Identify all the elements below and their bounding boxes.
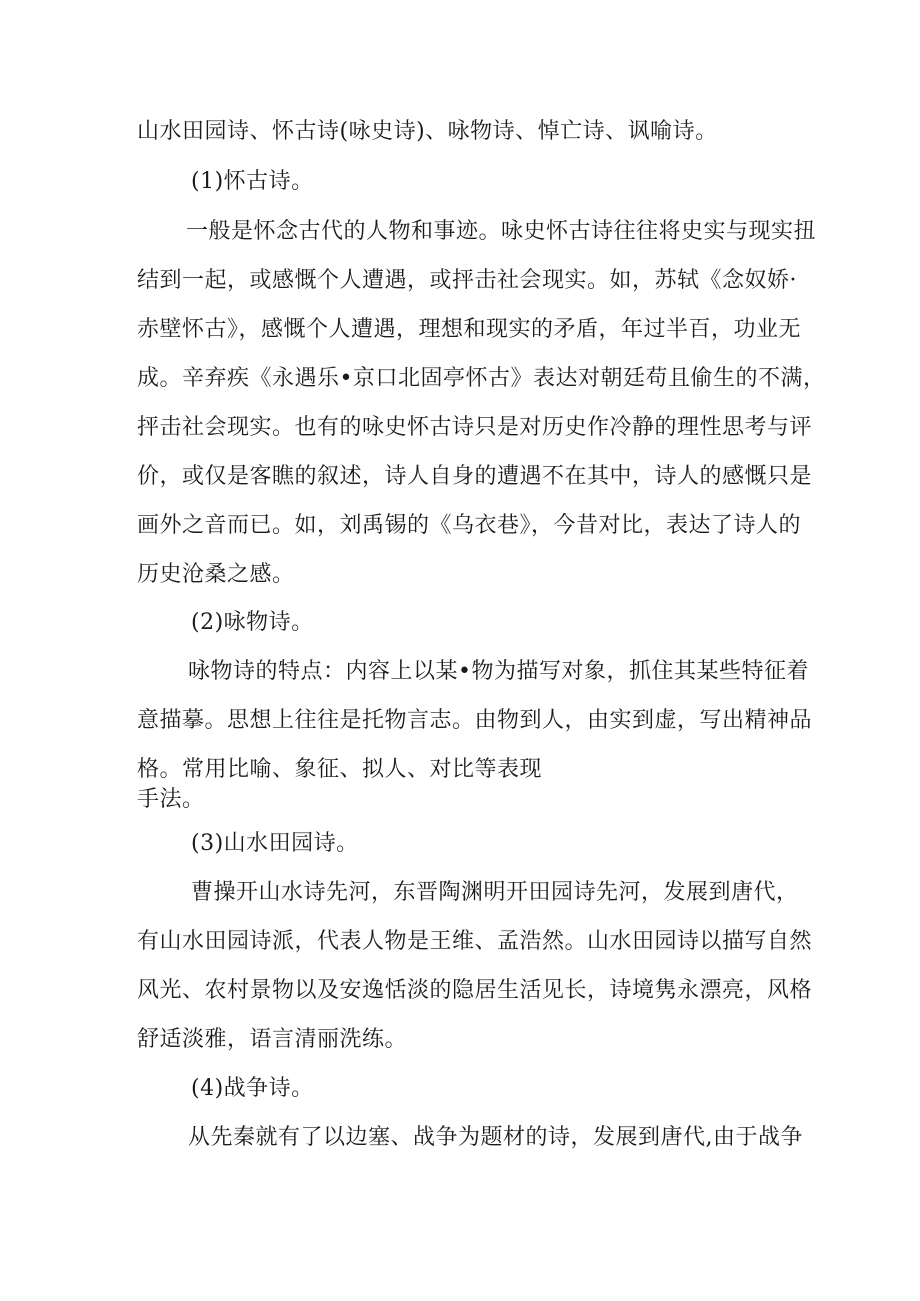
text-line: 风光、农村景物以及安逸恬淡的隐居生活见长，诗境隽永漂亮，风格 (137, 978, 813, 1003)
text-line: 舒适淡雅，语言清丽洗练。 (137, 1027, 408, 1052)
text-line: 抨击社会现实。也有的咏史怀古诗只是对历史作冷静的理性思考与评 (137, 415, 813, 440)
section-heading: (4)战争诗。 (191, 1076, 314, 1101)
text-line: 画外之音而已。如，刘禹锡的《乌衣巷》，今昔对比，表达了诗人的 (137, 513, 802, 538)
text-line: 成。辛弃疾《永遇乐•京口北固亭怀古》表达对朝廷苟且偷生的不满， (137, 366, 826, 391)
text-line: 格。常用比喻、象征、拟人、对比等表现 (137, 757, 543, 782)
text-line: 意描摹。思想上往往是托物言志。由物到人，由实到虚，写出精神品 (137, 708, 813, 733)
text-line: 有山水田园诗派，代表人物是王维、孟浩然。山水田园诗以描写自然 (137, 929, 813, 954)
text-line: 赤壁怀古》，感慨个人遭遇，理想和现实的矛盾，年过半百，功业无 (137, 317, 802, 342)
text-line: 历史沧桑之感。 (137, 562, 295, 587)
section-heading: (1)怀古诗。 (191, 169, 314, 194)
text-line: 结到一起，或感慨个人遭遇，或抨击社会现实。如，苏轼《念奴娇· (137, 268, 797, 293)
text-line: 从先秦就有了以边塞、战争为题材的诗，发展到唐代,由于战争 (188, 1125, 803, 1150)
text-line: 曹操开山水诗先河，东晋陶渊明开田园诗先河，发展到唐代， (191, 880, 799, 905)
text-line: 山水田园诗、怀古诗(咏史诗)、咏物诗、悼亡诗、讽喻诗。 (137, 119, 718, 144)
text-line: 手法。 (137, 787, 205, 812)
text-line: 咏物诗的特点：内容上以某•物为描写对象，抓住其某些特征着 (188, 659, 809, 684)
text-line: 价，或仅是客瞧的叙述，诗人自身的遭遇不在其中，诗人的感慨只是 (137, 464, 813, 489)
text-line: 一般是怀念古代的人物和事迹。咏史怀古诗往往将史实与现实扭 (186, 219, 817, 244)
section-heading: (2)咏物诗。 (191, 610, 314, 635)
section-heading: (3)山水田园诗。 (191, 831, 359, 856)
